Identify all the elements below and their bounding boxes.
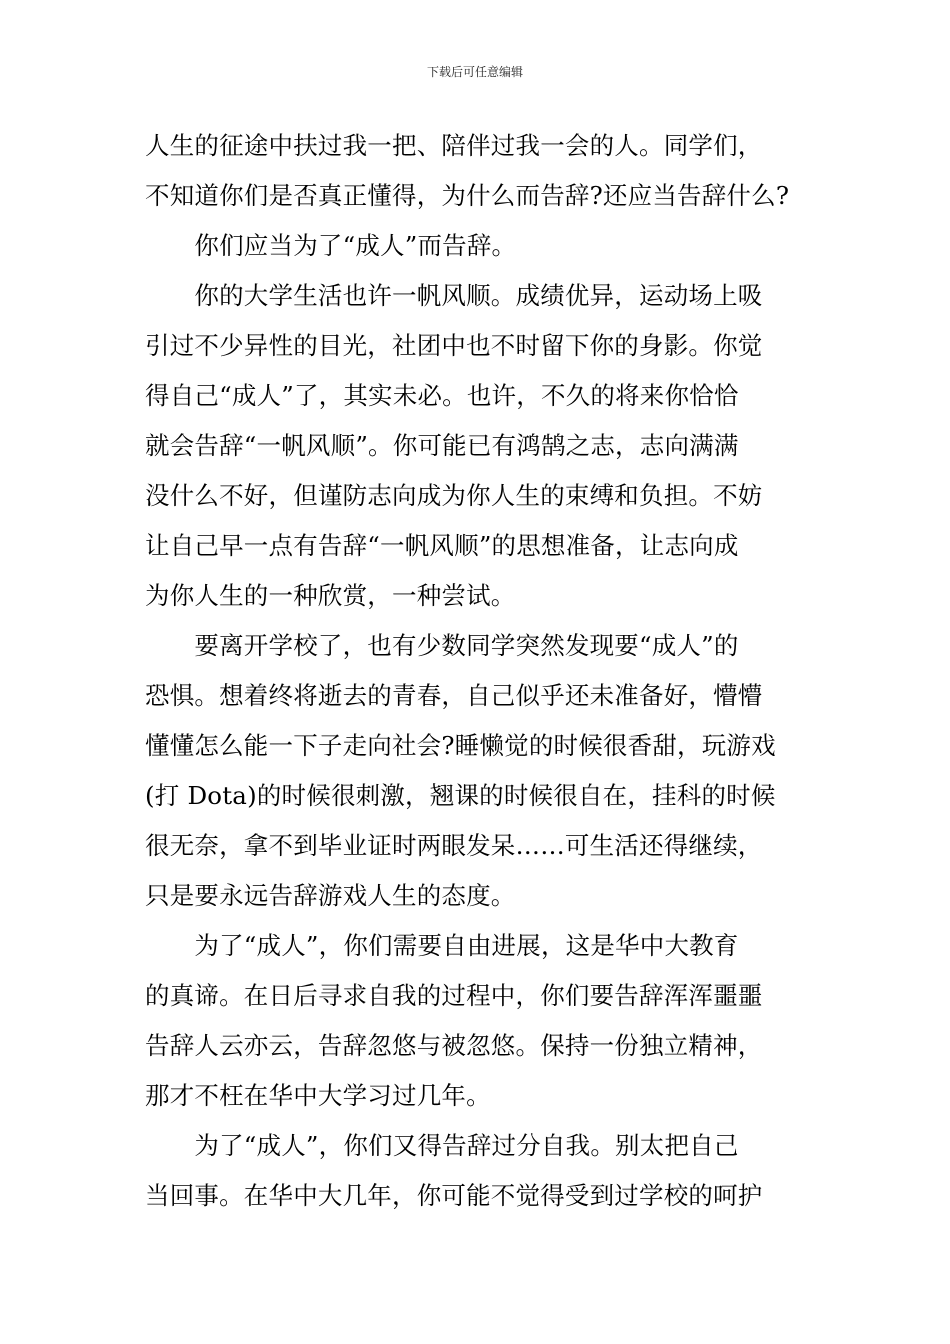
text-line: 就会告辞“一帆风顺”。你可能已有鸿鹄之志，志向满满 <box>145 431 739 460</box>
text-line: 你们应当为了“成人”而告辞。 <box>145 231 517 260</box>
text-line: 那才不枉在华中大学习过几年。 <box>145 1081 491 1110</box>
document-body <box>145 121 815 1221</box>
text-line: 恐惧。想着终将逝去的青春，自己似乎还未准备好，懵懵 <box>145 681 763 710</box>
page-header: 下载后可任意编辑 <box>426 65 523 79</box>
text-line: 没什么不好，但谨防志向成为你人生的束缚和负担。不妨 <box>145 481 763 510</box>
text-line: 得自己“成人”了，其实未必。也许，不久的将来你恰恰 <box>145 381 739 410</box>
text-line: 你的大学生活也许一帆风顺。成绩优异，运动场上吸 <box>145 281 763 310</box>
text-line: 只是要永远告辞游戏人生的态度。 <box>145 881 516 910</box>
text-line: 为了“成人”，你们需要自由进展，这是华中大教育 <box>145 931 739 960</box>
text-line: 当回事。在华中大几年，你可能不觉得受到过学校的呵护 <box>145 1181 763 1210</box>
text-line: 人生的征途中扶过我一把、陪伴过我一会的人。同学们， <box>145 131 763 160</box>
text-line: 要离开学校了，也有少数同学突然发现要“成人”的 <box>145 631 739 660</box>
text-line: 告辞人云亦云，告辞忽悠与被忽悠。保持一份独立精神， <box>145 1031 763 1060</box>
text-line: 让自己早一点有告辞“一帆风顺”的思想准备，让志向成 <box>145 531 739 560</box>
text-line: 懂懂怎么能一下子走向社会?睡懒觉的时候很香甜，玩游戏 <box>145 731 776 760</box>
text-line: 引过不少异性的目光，社团中也不时留下你的身影。你觉 <box>145 331 763 360</box>
text-line: 不知道你们是否真正懂得，为什么而告辞?还应当告辞什么? <box>145 181 790 210</box>
text-line: 为你人生的一种欣赏，一种尝试。 <box>145 581 516 610</box>
text-line: 为了“成人”，你们又得告辞过分自我。别太把自己 <box>145 1131 739 1160</box>
text-line: 很无奈，拿不到毕业证时两眼发呆……可生活还得继续， <box>145 831 763 860</box>
text-line: (打 Dota)的时候很刺激，翘课的时候很自在，挂科的时候 <box>145 781 776 810</box>
text-line: 的真谛。在日后寻求自我的过程中，你们要告辞浑浑噩噩 <box>145 981 763 1010</box>
